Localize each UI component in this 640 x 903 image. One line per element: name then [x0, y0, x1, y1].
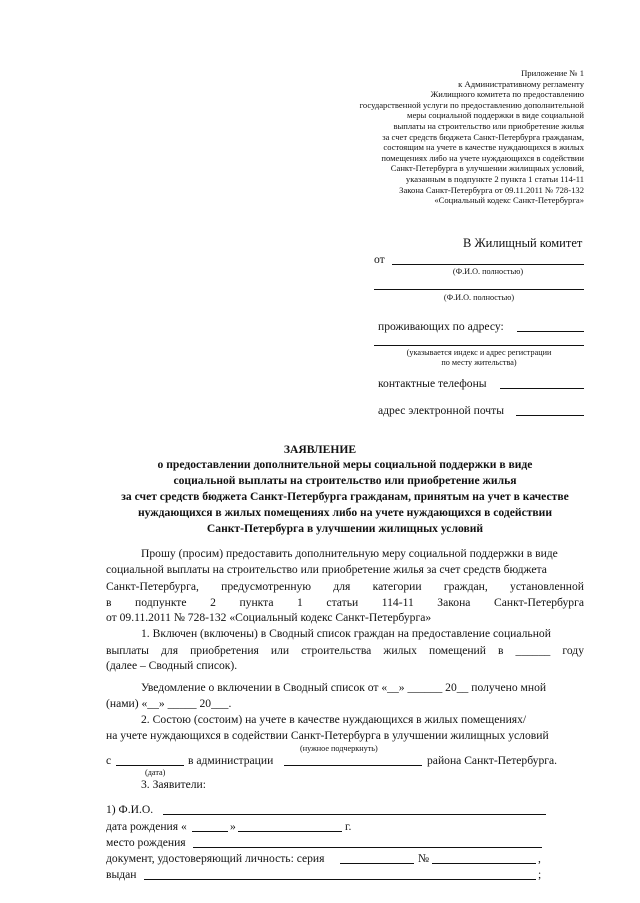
fio-hint: (Ф.И.О. полностью): [443, 293, 515, 302]
annex-line: Жилищного комитета по предоставлению: [430, 89, 584, 100]
birthdate-year: г.: [345, 820, 352, 833]
fio-hint: (Ф.И.О. полностью): [452, 267, 524, 276]
second-fio-field[interactable]: [374, 289, 584, 290]
email-field[interactable]: [516, 415, 584, 416]
annex-line: «Социальный кодекс Санкт-Петербурга»: [434, 195, 584, 206]
address-label: проживающих по адресу:: [378, 320, 504, 333]
address-hint: (указывается индекс и адрес регистрации: [406, 348, 552, 357]
p1-line: в подпункте 2 пункта 1 статьи 114-11 Закона Санкт-Петербурга: [106, 596, 584, 609]
document-title: ЗАЯВЛЕНИЕ: [283, 443, 357, 456]
address-field[interactable]: [517, 331, 584, 332]
p2-line: 1. Включен (включены) в Сводный список граждан на предоставление социальной: [141, 627, 551, 640]
from-label: от: [374, 253, 385, 266]
p5-admin: в администрации: [188, 754, 274, 767]
p2-line: (далее – Сводный список).: [106, 659, 238, 672]
birthplace-field[interactable]: [193, 847, 542, 848]
doc-comma: ,: [538, 852, 541, 865]
doc-series-field[interactable]: [340, 863, 414, 864]
phones-label: контактные телефоны: [378, 377, 487, 390]
from-fio-field[interactable]: [392, 264, 584, 265]
title-line: социальной выплаты на строительство или приобретение жилья: [173, 474, 517, 487]
annex-line: за счет средств бюджета Санкт-Петербурга гражданам,: [382, 131, 584, 142]
p4-hint: (нужное подчеркнуть): [300, 744, 378, 753]
annex-block: [284, 68, 584, 206]
annex-line: выплаты на строительство или приобретение жилья: [393, 120, 584, 131]
p1-line: социальной выплаты на строительство или приобретение жилья за счет средств бюджета: [106, 563, 547, 576]
title-line: Санкт-Петербурга в улучшении жилищных условий: [206, 522, 484, 535]
annex-line: государственной услуги по предоставлению дополнительной: [359, 99, 584, 110]
p1-line: Прошу (просим) предоставить дополнительную меру социальной поддержки в виде: [141, 547, 558, 560]
title-line: за счет средств бюджета Санкт-Петербурга гражданам, принятым на учет в качестве: [121, 490, 569, 503]
annex-line: Приложение № 1: [521, 68, 584, 78]
administration-field[interactable]: [284, 765, 422, 766]
birth-month-year-field[interactable]: [238, 831, 342, 832]
issued-end: ;: [538, 868, 542, 881]
doc-number-field[interactable]: [432, 863, 536, 864]
annex-line: меры социальной поддержки в виде социальной: [407, 110, 584, 121]
annex-line: помещениях либо на учете нуждающихся в содействии: [381, 152, 584, 163]
p3-line: (нами) «__» _____ 20___.: [106, 697, 232, 710]
p4-line: 2. Состою (состоим) на учете в качестве нуждающихся в жилых помещениях/: [141, 713, 527, 726]
annex-line: Закона Санкт-Петербурга от 09.11.2011 № 728-132: [399, 184, 584, 195]
issued-field[interactable]: [144, 879, 536, 880]
doc-number-label: №: [418, 852, 430, 865]
birthplace-label: место рождения: [106, 836, 186, 849]
birthdate-quote: »: [230, 820, 236, 833]
p5-from: с: [106, 754, 112, 767]
fio-label: 1) Ф.И.О.: [106, 803, 154, 816]
annex-line: указанным в подпункте 2 пункта 1 статьи 114-11: [405, 173, 584, 184]
phones-field[interactable]: [500, 388, 584, 389]
title-line: нуждающихся в жилых помещениях либо на учете нуждающихся в содействии: [137, 506, 553, 519]
address-field-line2[interactable]: [374, 345, 584, 346]
birth-day-field[interactable]: [192, 831, 228, 832]
p5-hint: (дата): [145, 768, 166, 777]
p3-line: Уведомление о включении в Сводный список от «__» ______ 20__ получено мной: [141, 681, 547, 694]
email-label: адрес электронной почты: [378, 404, 504, 417]
annex-line: состоящим на учете в качестве нуждающихся в жилых: [383, 142, 584, 153]
applicant-fio-field[interactable]: [163, 814, 546, 815]
p5-district: района Санкт-Петербурга.: [427, 754, 558, 767]
issued-label: выдан: [106, 868, 137, 881]
applicants-heading: 3. Заявители:: [141, 778, 206, 791]
annex-line: к Административному регламенту: [458, 78, 584, 89]
address-hint: по месту жительства): [441, 358, 517, 367]
p4-line: на учете нуждающихся в содействии Санкт-Петербурга в улучшении жилищных условий: [106, 729, 549, 742]
p1-line: Санкт-Петербурга, предусмотренную для категории граждан, установленной: [106, 580, 584, 593]
birthdate-label: дата рождения «: [106, 820, 187, 833]
addressee: В Жилищный комитет: [463, 236, 583, 250]
p2-line: выплаты для приобретения или строительства жилых помещений в ______ году: [106, 644, 584, 657]
title-line: о предоставлении дополнительной меры социальной поддержки в виде: [157, 458, 533, 471]
doc-label: документ, удостоверяющий личность: серия: [106, 852, 325, 865]
annex-line: Санкт-Петербурга в улучшении жилищных условий,: [390, 163, 584, 174]
p1-line: от 09.11.2011 № 728-132 «Социальный кодекс Санкт-Петербурга»: [106, 611, 432, 624]
date-field[interactable]: [116, 765, 184, 766]
